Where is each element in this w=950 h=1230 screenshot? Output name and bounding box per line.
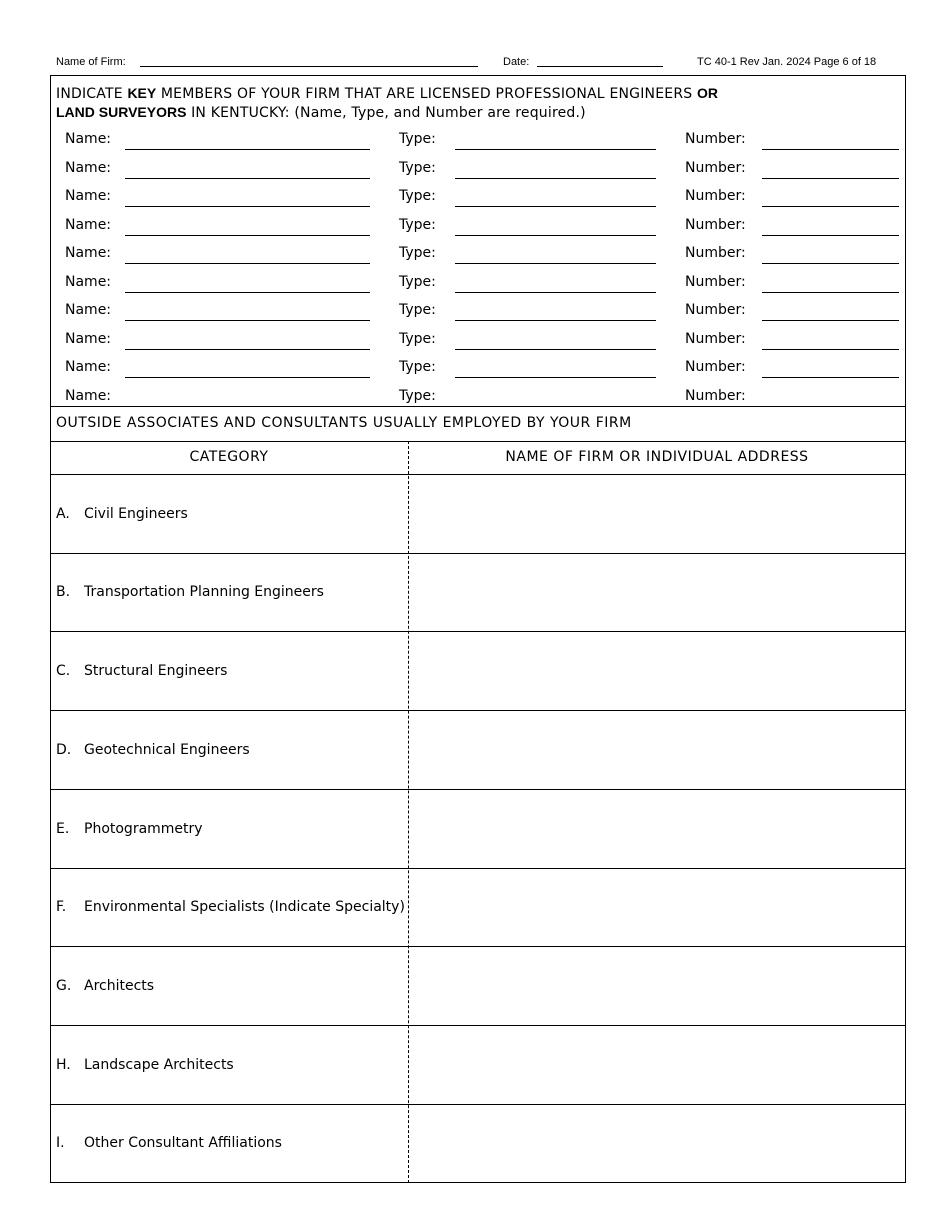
- member-name-label: Name:: [65, 331, 112, 347]
- member-type-label: Type:: [399, 188, 436, 204]
- member-number-field[interactable]: [762, 263, 899, 264]
- category-row: [51, 1104, 407, 1182]
- member-name-field[interactable]: [125, 349, 370, 350]
- category-label: Architects: [84, 977, 155, 994]
- member-type-field[interactable]: [455, 149, 656, 150]
- member-row: [0, 188, 950, 216]
- member-type-field[interactable]: [455, 292, 656, 293]
- category-label: Other Consultant Affiliations: [84, 1135, 282, 1151]
- category-row: [51, 553, 407, 631]
- member-type-label: Type:: [399, 302, 436, 318]
- member-type-field[interactable]: [455, 235, 656, 236]
- member-type-field[interactable]: [455, 349, 656, 350]
- category-label: Structural Engineers: [84, 662, 228, 679]
- member-type-field[interactable]: [455, 320, 656, 321]
- category-row: [51, 868, 407, 946]
- member-name-label: Name:: [65, 245, 112, 261]
- member-number-field[interactable]: [762, 178, 899, 179]
- category-row: [51, 631, 407, 710]
- member-number-field[interactable]: [762, 206, 899, 207]
- member-row: [0, 388, 950, 416]
- member-type-label: Type:: [399, 160, 436, 176]
- member-name-field[interactable]: [125, 320, 370, 321]
- category-label: Transportation Planning Engineers: [84, 584, 324, 600]
- member-number-label: Number:: [685, 217, 746, 233]
- category-label: Civil Engineers: [84, 505, 188, 522]
- category-letter: D.: [56, 741, 72, 758]
- member-number-field[interactable]: [762, 292, 899, 293]
- member-number-label: Number:: [685, 302, 746, 318]
- divider: [50, 406, 906, 407]
- date-label: Date:: [503, 56, 530, 68]
- category-letter: F.: [56, 899, 67, 915]
- member-row: [0, 160, 950, 188]
- member-number-field[interactable]: [762, 149, 899, 150]
- member-number-field[interactable]: [762, 377, 899, 378]
- member-name-label: Name:: [65, 388, 112, 404]
- member-number-label: Number:: [685, 331, 746, 347]
- address-column-header: NAME OF FIRM OR INDIVIDUAL ADDRESS: [505, 449, 809, 465]
- category-label: Landscape Architects: [84, 1056, 234, 1073]
- member-name-label: Name:: [65, 160, 112, 176]
- member-name-field[interactable]: [125, 263, 370, 264]
- category-row: [51, 1025, 407, 1104]
- member-name-field[interactable]: [125, 178, 370, 179]
- member-type-label: Type:: [399, 245, 436, 261]
- member-number-label: Number:: [685, 274, 746, 290]
- member-name-label: Name:: [65, 131, 112, 147]
- member-name-label: Name:: [65, 217, 112, 233]
- member-number-label: Number:: [685, 245, 746, 261]
- member-row: [0, 245, 950, 273]
- member-number-label: Number:: [685, 160, 746, 176]
- category-letter: H.: [56, 1056, 71, 1073]
- category-label: Photogrammetry: [84, 820, 203, 837]
- member-row: [0, 302, 950, 330]
- member-number-label: Number:: [685, 131, 746, 147]
- category-letter: I.: [56, 1135, 65, 1151]
- member-name-field[interactable]: [125, 292, 370, 293]
- associates-title: OUTSIDE ASSOCIATES AND CONSULTANTS USUALLY EMPLOYED BY YOUR FIRM: [56, 415, 632, 431]
- firm-name-label: Name of Firm:: [56, 56, 126, 68]
- associate-address-field[interactable]: [409, 474, 905, 553]
- member-name-field[interactable]: [125, 377, 370, 378]
- member-type-label: Type:: [399, 331, 436, 347]
- associate-address-field[interactable]: [409, 553, 905, 631]
- member-number-label: Number:: [685, 188, 746, 204]
- category-row: [51, 710, 407, 789]
- category-row: [51, 789, 407, 868]
- member-name-field[interactable]: [125, 149, 370, 150]
- member-type-label: Type:: [399, 131, 436, 147]
- category-label: Environmental Specialists (Indicate Specialty): [84, 899, 405, 915]
- associate-address-field[interactable]: [409, 1104, 905, 1182]
- member-row: [0, 359, 950, 387]
- category-label: Geotechnical Engineers: [84, 741, 250, 758]
- associate-address-field[interactable]: [409, 946, 905, 1025]
- category-row: [51, 946, 407, 1025]
- member-name-label: Name:: [65, 302, 112, 318]
- member-type-field[interactable]: [455, 178, 656, 179]
- member-type-label: Type:: [399, 217, 436, 233]
- member-row: [0, 217, 950, 245]
- member-name-label: Name:: [65, 188, 112, 204]
- member-row: [0, 331, 950, 359]
- member-number-field[interactable]: [762, 349, 899, 350]
- member-type-field[interactable]: [455, 263, 656, 264]
- associate-address-field[interactable]: [409, 868, 905, 946]
- member-number-label: Number:: [685, 359, 746, 375]
- member-number-field[interactable]: [762, 235, 899, 236]
- members-instructions: INDICATE KEY MEMBERS OF YOUR FIRM THAT ARE LICENSED PROFESSIONAL ENGINEERS OR LAND SURVEYORS IN KENTUCKY: (Name, Type, and Number are required.): [56, 85, 718, 121]
- associate-address-field[interactable]: [409, 631, 905, 710]
- category-letter: C.: [56, 662, 71, 679]
- date-field[interactable]: [537, 56, 663, 67]
- member-type-field[interactable]: [455, 206, 656, 207]
- member-type-field[interactable]: [455, 377, 656, 378]
- associate-address-field[interactable]: [409, 1025, 905, 1104]
- category-row: [51, 474, 407, 553]
- associate-address-field[interactable]: [409, 789, 905, 868]
- form-id: TC 40-1 Rev Jan. 2024 Page 6 of 18: [697, 56, 877, 68]
- associate-address-field[interactable]: [409, 710, 905, 789]
- member-name-label: Name:: [65, 274, 112, 290]
- member-row: [0, 274, 950, 302]
- member-type-label: Type:: [399, 359, 436, 375]
- divider: [50, 441, 906, 442]
- member-row: [0, 131, 950, 159]
- member-name-field[interactable]: [125, 235, 370, 236]
- firm-name-field[interactable]: [140, 56, 478, 67]
- member-type-label: Type:: [399, 274, 436, 290]
- member-name-field[interactable]: [125, 206, 370, 207]
- member-number-field[interactable]: [762, 320, 899, 321]
- category-letter: B.: [56, 584, 71, 600]
- member-type-label: Type:: [399, 388, 436, 404]
- member-name-label: Name:: [65, 359, 112, 375]
- category-letter: G.: [56, 977, 72, 994]
- category-column-header: CATEGORY: [189, 449, 269, 465]
- category-letter: A.: [56, 505, 70, 522]
- member-number-label: Number:: [685, 388, 746, 404]
- category-letter: E.: [56, 820, 70, 837]
